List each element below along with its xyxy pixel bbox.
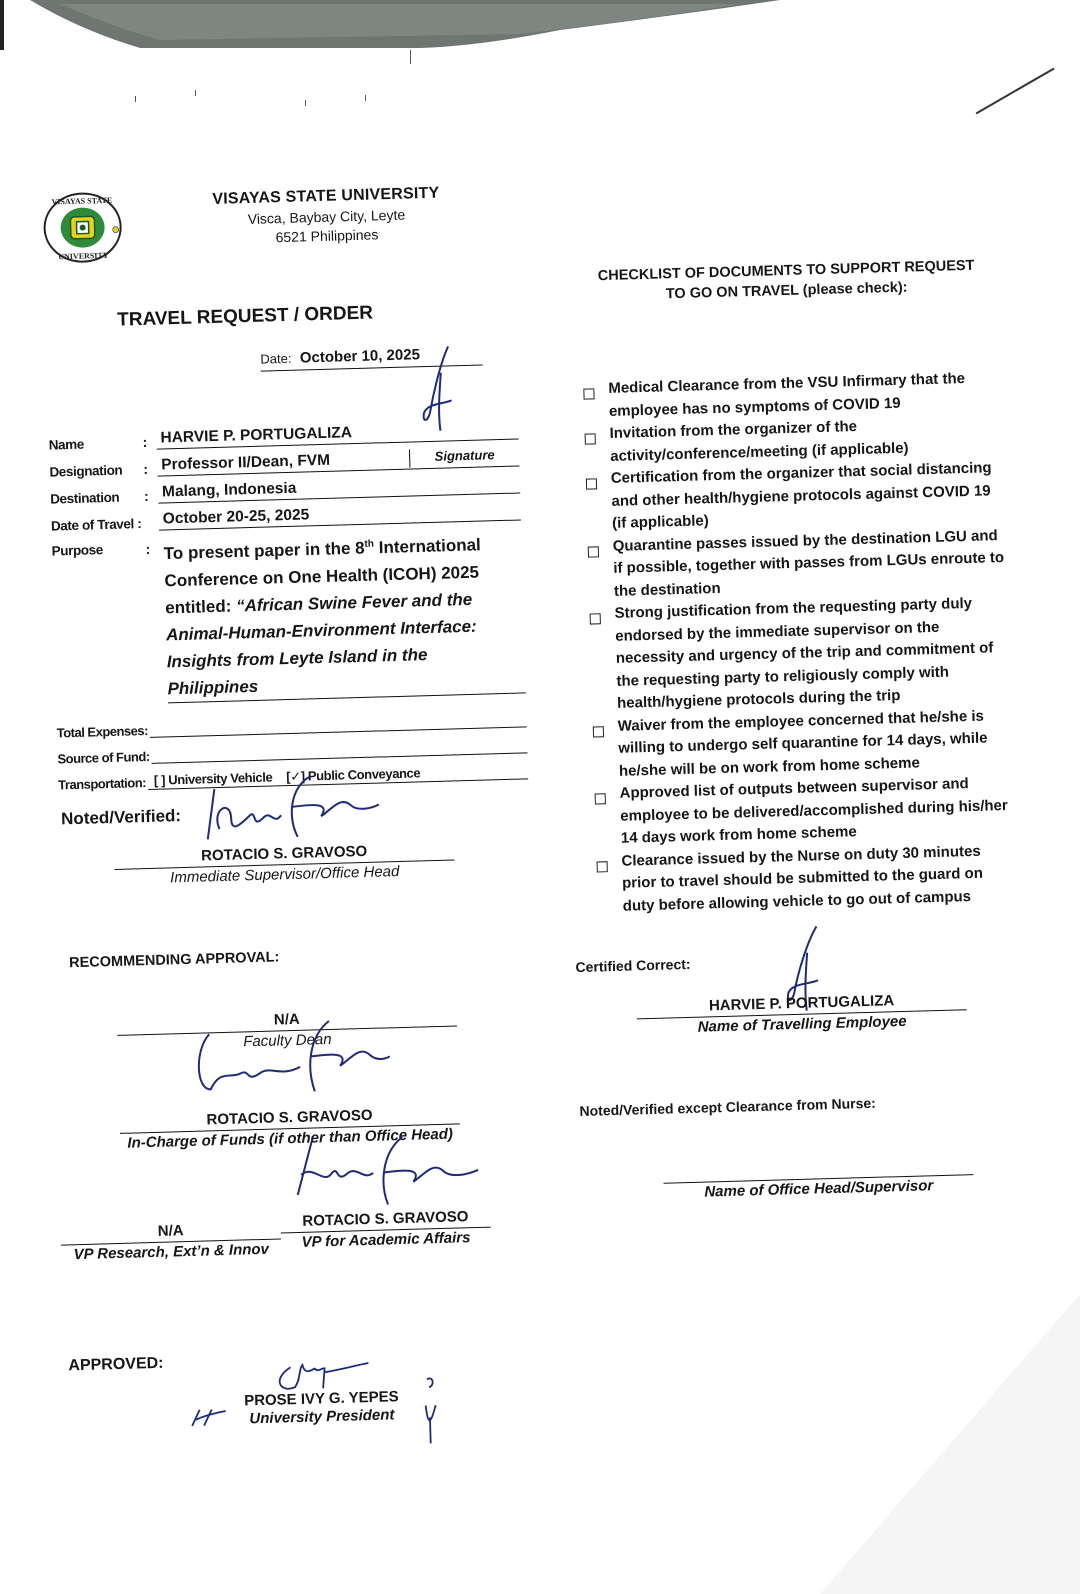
date-label: Date: (260, 350, 292, 367)
university-postal: 6521 Philippines (275, 226, 379, 246)
supervisor-name: ROTACIO S. GRAVOSO (200, 842, 368, 865)
purpose-field[interactable]: To present paper in the 8th International Conference on One Health (ICOH) 2025 entitled: “African Swine Fever and the Animal-Human-Environment Interface: Insights from Leyte Island in the Philippines (159, 526, 526, 703)
noted-except-nurse-label: Noted/Verified except Clearance from Nurse: (579, 1094, 877, 1120)
designation-value: Professor II/Dean, FVM (161, 451, 331, 474)
funds-signatory (119, 1104, 460, 1151)
employee-signatory (636, 990, 967, 1037)
president-signatory (231, 1388, 412, 1428)
funding-section (56, 701, 528, 792)
designation-row: Designation : Professor II/Dean, FVM Signature (49, 439, 520, 479)
noted-verified-label: Noted/Verified: (60, 806, 182, 829)
checklist-item[interactable]: Invitation from the organizer of the activity/conference/meeting (if applicable) (584, 412, 1005, 469)
checkbox-icon[interactable] (593, 726, 604, 737)
checklist-item[interactable]: Approved list of outputs between supervisor and employee to be delivered/accomplished during his/her 14 days work from home scheme (594, 772, 1016, 851)
checklist-item[interactable]: Strong justification from the requesting party duly endorsed by the immediate supervisor on the necessity and urgency of the trip and commitment of the requesting party to religiously comply with health/hygiene protocols during the trip (589, 592, 1012, 716)
transportation-label: Transportation: (57, 774, 147, 793)
employee-role: Name of Travelling Employee (697, 1012, 907, 1036)
initial-mark (419, 1375, 449, 1446)
checkbox-icon[interactable] (597, 861, 608, 872)
total-expenses-label: Total Expenses: (56, 722, 149, 741)
university-address: Visca, Baybay City, Leyte (247, 206, 406, 227)
checklist-item[interactable]: Quarantine passes issued by the destination LGU and if possible, together with passes from LGUs enroute to the destination (587, 524, 1009, 603)
supervisor-role: Immediate Supervisor/Office Head (169, 862, 400, 887)
office-head-signatory (663, 1172, 973, 1202)
destination-row: Destination : Malang, Indonesia (50, 466, 521, 506)
checkbox-icon[interactable] (586, 478, 597, 489)
checklist-item[interactable]: Certification from the organizer that social distancing and other health/hygiene protocols against COVID 19 (if applicable) (586, 457, 1008, 536)
checkbox-icon[interactable] (583, 388, 594, 399)
paper-title: “African Swine Fever and the Animal-Human-Environment Interface: Insights from Leyte Island in the (165, 589, 477, 672)
checkbox-icon[interactable] (585, 433, 596, 444)
checkbox-icon[interactable] (595, 793, 606, 804)
university-name: VISAYAS STATE UNIVERSITY (212, 184, 440, 208)
vp-academic-role: VP for Academic Affairs (301, 1229, 471, 1251)
funds-role: In-Charge of Funds (if other than Office Head) (127, 1125, 454, 1152)
checkbox-unchecked-icon: [ ] (153, 772, 166, 788)
name-label: Name (48, 436, 85, 453)
dean-role: Faculty Dean (243, 1030, 332, 1051)
funds-name: ROTACIO S. GRAVOSO (206, 1106, 373, 1129)
date-of-travel-label: Date of Travel : (50, 516, 142, 534)
purpose-row: Purpose : To present paper in the 8th International Conference on One Health (ICOH) 2025 entitled: “African Swine Fever and the Animal-Human-Environment Interface: Insights from Leyte Island in the Philippines (51, 526, 525, 706)
travel-fields (48, 413, 528, 793)
destination-field[interactable]: Malang, Indonesia (158, 473, 520, 503)
checklist-title: CHECKLIST OF DOCUMENTS TO SUPPORT REQUEST TO GO ON TRAVEL (please check): (597, 257, 975, 303)
checkbox-icon[interactable] (590, 613, 601, 624)
name-row: Name : HARVIE P. PORTUGALIZA (48, 413, 519, 453)
date-field[interactable] (260, 344, 482, 371)
vp-academic-name: ROTACIO S. GRAVOSO (302, 1208, 469, 1230)
approved-label: APPROVED: (68, 1354, 164, 1375)
dean-signatory (117, 1006, 458, 1053)
recommending-approval-label: RECOMMENDING APPROVAL: (68, 949, 280, 972)
designation-label: Designation (49, 462, 123, 480)
destination-label: Destination (49, 489, 120, 507)
president-name: PROSE IVY G. YEPES (243, 1388, 399, 1410)
purpose-label: Purpose (51, 542, 104, 559)
date-of-travel-field[interactable]: October 20-25, 2025 (159, 500, 521, 530)
svg-text:VISAYAS STATE: VISAYAS STATE (51, 195, 113, 207)
checkbox-icon[interactable] (588, 546, 599, 557)
checklist-item[interactable]: Clearance issued by the Nurse on duty 30 minutes prior to travel should be submitted to the guard on duty before allowing vehicle to go out of campus (596, 839, 1018, 918)
vp-research-signatory (60, 1219, 281, 1263)
supporting-documents-checklist (583, 367, 1018, 919)
form-title: TRAVEL REQUEST / ORDER (116, 302, 374, 331)
university-vehicle-option[interactable]: [ ] University Vehicle (153, 769, 273, 788)
name-field[interactable]: HARVIE P. PORTUGALIZA (156, 420, 518, 450)
university-header (196, 184, 457, 247)
checkbox-checked-icon: [✓] (286, 768, 305, 784)
office-head-role: Name of Office Head/Supervisor (704, 1177, 934, 1201)
svg-text:UNIVERSITY: UNIVERSITY (58, 250, 109, 262)
employee-name: HARVIE P. PORTUGALIZA (708, 992, 895, 1015)
signature-label: Signature (409, 446, 519, 467)
vp-research-name: N/A (157, 1222, 184, 1240)
date-value: October 10, 2025 (299, 346, 421, 367)
president-role: University President (249, 1406, 395, 1428)
checklist-item[interactable]: Medical Clearance from the VSU Infirmary that the employee has no symptoms of COVID 19 (583, 367, 1004, 424)
vp-research-role: VP Research, Ext’n & Innov (73, 1240, 270, 1264)
public-conveyance-option[interactable]: [✓] Public Conveyance (286, 765, 421, 784)
checklist-item[interactable]: Waiver from the employee concerned that he/she is willing to undergo self quarantine for 14 days, while he/she will be on work from home scheme (592, 704, 1014, 783)
university-seal-icon (41, 189, 125, 265)
certified-correct-label: Certified Correct: (575, 955, 691, 976)
source-of-fund-label: Source of Fund: (57, 748, 150, 767)
initial-mark (190, 1405, 231, 1430)
dean-name: N/A (273, 1010, 300, 1029)
vp-academic-signatory (280, 1208, 491, 1252)
supervisor-signatory (114, 840, 455, 887)
